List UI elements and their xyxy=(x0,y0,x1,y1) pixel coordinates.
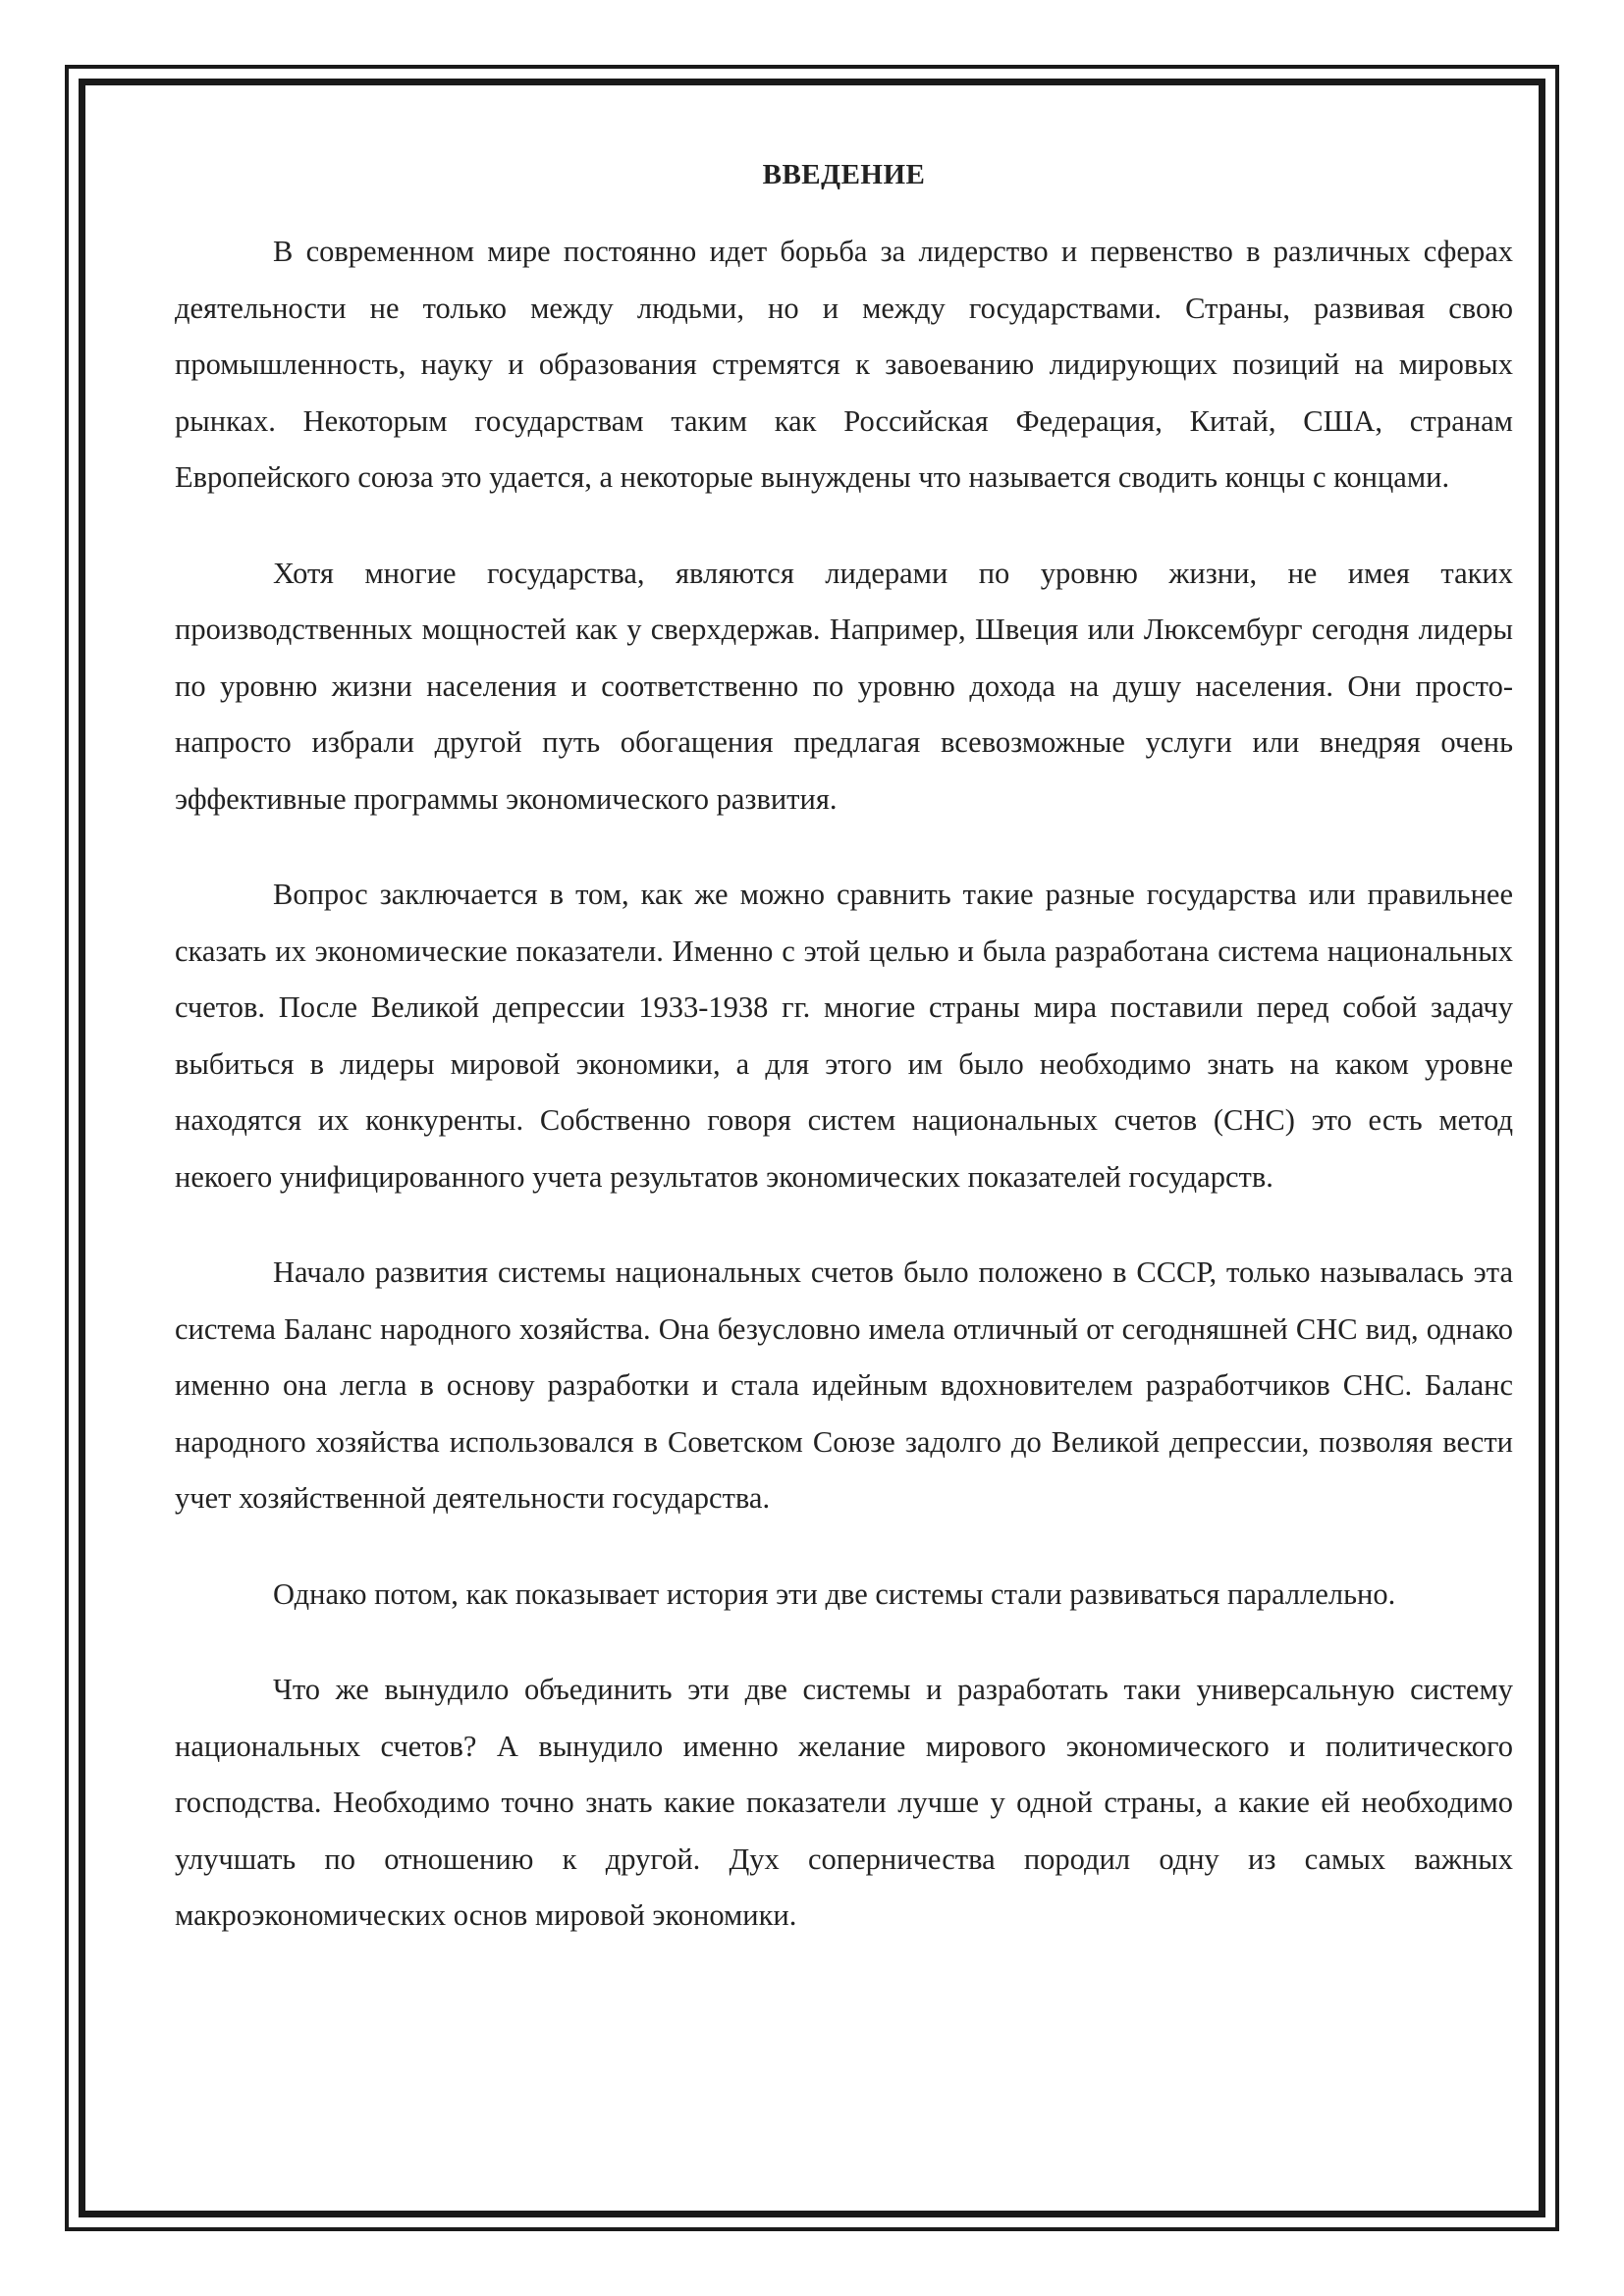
paragraph-1: В современном мире постоянно идет борьба за лидерство и первенство в различных сферах деятельности не только между людьми, но и между государствами. Страны, развивая свою промышленность, науку и образования стремятся к завоеванию лидирующих позиций на мировых рынках. Некоторым государствам таким как Российская Федерация, Китай, США, странам Европейского союза это удается, а некоторые вынуждены что называется сводить концы с концами. xyxy=(175,235,1513,494)
paragraph-6: Что же вынудило объединить эти две системы и разработать таки универсальную систему национальных счетов? А вынудило именно желание мирового экономического и политического господства. Необходимо точно знать какие показатели лучше у одной страны, а какие ей необходимо улучшать по отношению к другой. Дух соперничества породил одну из самых важных макроэкономических основ мировой экономики. xyxy=(175,1673,1513,1932)
paragraph-4: Начало развития системы национальных счетов было положено в СССР, только называлась эта система Баланс народного хозяйства. Она безусловно имела отличный от сегодняшней СНС вид, однако именно она легла в основу разработки и стала идейным вдохновителем разработчиков СНС. Баланс народного хозяйства использовался в Советском Союзе задолго до Великой депрессии, позволяя вести учет хозяйственной деятельности государства. xyxy=(175,1255,1513,1515)
paragraph-2: Хотя многие государства, являются лидерами по уровню жизни, не имея таких производственных мощностей как у сверхдержав. Например, Швеция или Люксембург сегодня лидеры по уровню жизни населения и соответственно по уровню дохода на душу населения. Они просто-напросто избрали другой путь обогащения предлагая всевозможные услуги или внедряя очень эффективные программы экономического развития. xyxy=(175,556,1513,816)
paragraph-3: Вопрос заключается в том, как же можно сравнить такие разные государства или правильнее сказать их экономические показатели. Именно с этой целью и была разработана система национальных счетов. После Великой депрессии 1933-1938 гг. многие страны мира поставили перед собой задачу выбиться в лидеры мировой экономики, а для этого им было необходимо знать на каком уровне находятся их конкуренты. Собственно говоря систем национальных счетов (СНС) это есть метод некоего унифицированного учета результатов экономических показателей государств. xyxy=(175,878,1513,1194)
document-title: ВВЕДЕНИЕ xyxy=(762,159,926,190)
document-body xyxy=(175,147,1513,1984)
paragraph-5: Однако потом, как показывает история эти две системы стали развиваться параллельно. xyxy=(273,1576,1396,1611)
